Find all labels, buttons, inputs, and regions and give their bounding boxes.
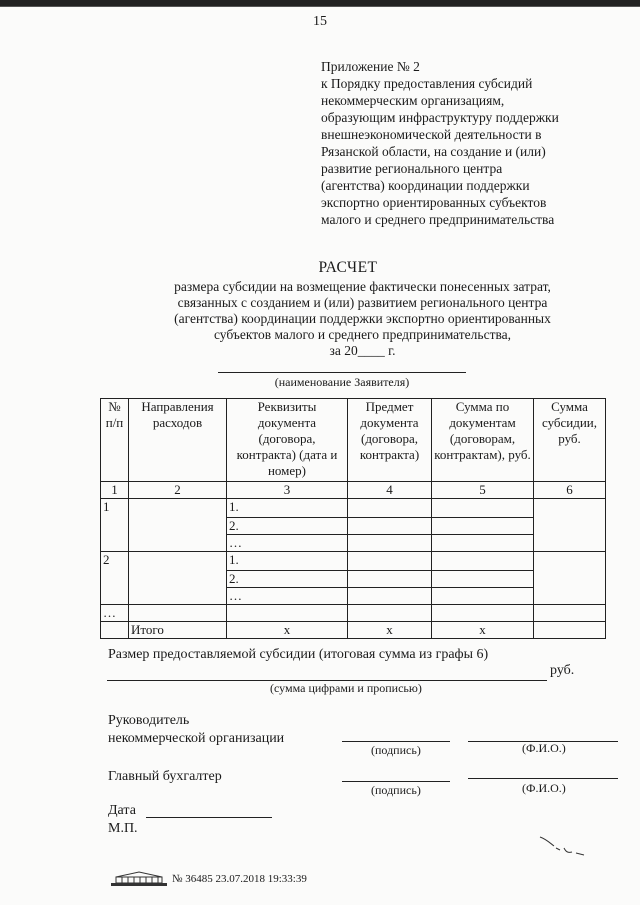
subsidy-sum-cell[interactable]: [534, 552, 606, 605]
total-x-cell: x: [432, 622, 534, 639]
total-row: [101, 622, 606, 639]
name-caption: (Ф.И.О.): [522, 781, 566, 795]
total-empty-cell: [101, 622, 129, 639]
signature-caption: (подпись): [371, 743, 421, 757]
row-number: 2: [101, 552, 129, 605]
date-field[interactable]: [146, 817, 272, 818]
name-caption: (Ф.И.О.): [522, 741, 566, 755]
doc-sum-cell[interactable]: [432, 552, 534, 571]
doc-subject-cell[interactable]: [348, 588, 432, 605]
header-cell: Сумма субсидии, руб.: [534, 399, 606, 482]
table-row: [101, 605, 606, 622]
calculation-table: [100, 398, 606, 639]
appendix-line: экспортно ориентированных субъектов: [321, 195, 547, 210]
head-label: [108, 712, 284, 748]
appendix-line: малого и среднего предпринимательства: [321, 212, 555, 227]
calculation-line: размера субсидии на возмещение фактически понесенных затрат,: [174, 279, 551, 294]
appendix-block: [321, 58, 621, 228]
calculation-subtitle: [140, 279, 585, 359]
column-number: 3: [227, 482, 348, 499]
subsidy-unit: руб.: [550, 663, 575, 678]
calculation-line: связанных с созданием и (или) развитием регионального центра: [177, 295, 548, 310]
appendix-line: (агентства) координации поддержки: [321, 178, 530, 193]
head-label-line: Руководитель: [108, 713, 190, 728]
calculation-line: (агентства) координации поддержки экспортно ориентированных: [174, 311, 551, 326]
appendix-title: Приложение № 2: [321, 59, 420, 74]
doc-sum-cell[interactable]: [432, 605, 534, 622]
applicant-caption: (наименование Заявителя): [274, 375, 410, 389]
expense-direction-cell[interactable]: [129, 552, 227, 605]
doc-subject-cell[interactable]: [348, 535, 432, 552]
total-subsidy-cell[interactable]: [534, 622, 606, 639]
header-cell: Направления расходов: [129, 399, 227, 482]
header-cell: № п/п: [101, 399, 129, 482]
subsidy-sum-caption: (сумма цифрами и прописью): [270, 681, 422, 695]
row-number: …: [101, 605, 129, 622]
column-number-row: [101, 482, 606, 499]
stamp-label: М.П.: [108, 821, 138, 836]
doc-sum-cell[interactable]: [432, 571, 534, 588]
subsidy-sum-cell[interactable]: [534, 499, 606, 552]
subsidy-sum-cell[interactable]: [534, 605, 606, 622]
appendix-line: к Порядку предоставления субсидий: [321, 76, 533, 91]
registration-footer: [110, 871, 510, 891]
doc-details-cell[interactable]: 1.: [227, 552, 348, 571]
doc-details-cell[interactable]: [227, 605, 348, 622]
doc-details-cell[interactable]: 2.: [227, 571, 348, 588]
government-building-icon: [110, 871, 168, 887]
doc-subject-cell[interactable]: [348, 552, 432, 571]
expense-direction-cell[interactable]: [129, 499, 227, 552]
date-label: Дата: [108, 803, 136, 818]
expense-direction-cell[interactable]: [129, 605, 227, 622]
doc-details-cell[interactable]: 2.: [227, 518, 348, 535]
total-x-cell: x: [227, 622, 348, 639]
header-cell: Реквизиты документа (договора, контракта) (дата и номер): [227, 399, 348, 482]
doc-sum-cell[interactable]: [432, 535, 534, 552]
total-x-cell: x: [348, 622, 432, 639]
chief-signature-field[interactable]: [342, 781, 450, 782]
column-number: 1: [101, 482, 129, 499]
column-number: 5: [432, 482, 534, 499]
calculation-line: субъектов малого и среднего предпринимательства,: [213, 327, 512, 342]
footer-text: [172, 873, 307, 885]
doc-subject-cell[interactable]: [348, 605, 432, 622]
header-cell: Сумма по документам (договорам, контрактам), руб.: [432, 399, 534, 482]
row-number: 1: [101, 499, 129, 552]
table-row: [101, 552, 606, 571]
footer-doc-number: № 36485: [172, 873, 213, 885]
head-signature-field[interactable]: [342, 741, 450, 742]
handwritten-mark: [538, 834, 588, 860]
chief-accountant-label: Главный бухгалтер: [108, 769, 222, 784]
appendix-line: внешнеэкономической деятельности в: [321, 127, 542, 142]
signature-caption: (подпись): [371, 783, 421, 797]
applicant-name-field[interactable]: [218, 372, 466, 390]
footer-datetime: 23.07.2018 19:33:39: [215, 873, 307, 885]
doc-sum-cell[interactable]: [432, 499, 534, 518]
doc-details-cell[interactable]: …: [227, 588, 348, 605]
table-header-row: [101, 399, 606, 482]
appendix-line: некоммерческим организациям,: [321, 93, 505, 108]
appendix-line: образующим инфраструктуру поддержки: [321, 110, 559, 125]
scan-top-border: [0, 0, 640, 7]
doc-subject-cell[interactable]: [348, 499, 432, 518]
column-number: 6: [534, 482, 606, 499]
column-number: 4: [348, 482, 432, 499]
page-number: 15: [313, 14, 327, 29]
table-row: [101, 499, 606, 518]
chief-name-field[interactable]: [468, 778, 618, 779]
calculation-period: за 20____ г.: [329, 343, 396, 358]
doc-details-cell[interactable]: …: [227, 535, 348, 552]
column-number: 2: [129, 482, 227, 499]
subsidy-size-text: Размер предоставляемой субсидии (итоговая сумма из графы 6): [108, 647, 489, 662]
appendix-line: развитие регионального центра: [321, 161, 503, 176]
doc-subject-cell[interactable]: [348, 571, 432, 588]
doc-subject-cell[interactable]: [348, 518, 432, 535]
doc-details-cell[interactable]: 1.: [227, 499, 348, 518]
total-label: Итого: [129, 622, 227, 639]
calculation-title: РАСЧЕТ: [318, 259, 378, 276]
appendix-line: Рязанской области, на создание и (или): [321, 144, 546, 159]
doc-sum-cell[interactable]: [432, 518, 534, 535]
head-label-line: некоммерческой организации: [108, 731, 285, 746]
header-cell: Предмет документа (договора, контракта): [348, 399, 432, 482]
doc-sum-cell[interactable]: [432, 588, 534, 605]
